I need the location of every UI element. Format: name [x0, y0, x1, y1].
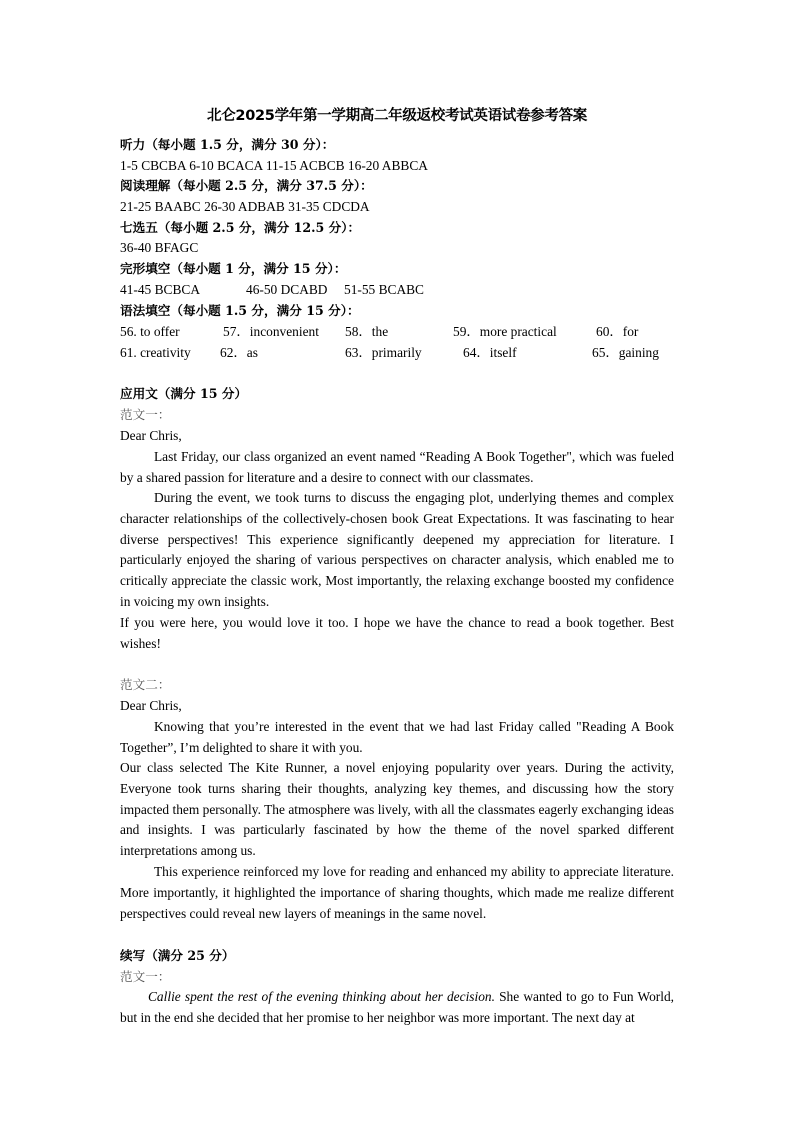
grammar-answer: 63．primarily: [345, 345, 422, 360]
reading-heading: 阅读理解（每小题 2.5 分，满分 37.5 分）：: [120, 178, 373, 193]
grammar-answer: 60．for: [596, 324, 639, 339]
cloze-group: 41-45 BCBCA: [120, 282, 200, 297]
listening-heading: 听力（每小题 1.5 分，满分 30 分）：: [120, 137, 335, 152]
letter-paragraph: If you were here, you would love it too. I hope we have the chance to read a book together. Best wishes!: [120, 615, 674, 651]
cloze-heading: 完形填空（每小题 1 分，满分 15 分）：: [120, 261, 347, 276]
continuation-paragraph: [120, 987, 674, 1029]
letter-paragraph: Last Friday, our class organized an event named “Reading A Book Together", which was fueled by a shared passion for literature and a desire to connect with our classmates.: [120, 449, 674, 485]
letter-paragraph: This experience reinforced my love for reading and enhanced my ability to appreciate literature. More importantly, it highlighted the importance of sharing thoughts, which made me realize different perspectives could reveal new layers of meanings in the same novel.: [120, 864, 674, 921]
sample-label: 范文二：: [120, 677, 171, 692]
grammar-answer: 58．the: [345, 324, 389, 339]
page-title: 北仑2025学年第一学期高二年级返校考试英语试卷参考答案: [207, 108, 587, 124]
continuation-text: She wanted to go to Fun World, but in the end she decided that her promise to her neighbor was more important. The next day at: [120, 989, 674, 1025]
continuation-heading: 续写（满分 25 分）: [120, 948, 235, 963]
grammar-answer: 62．as: [220, 345, 258, 360]
reading-answers: 21-25 BAABC 26-30 ADBAB 31-35 CDCDA: [120, 199, 370, 214]
sample-label: 范文一：: [120, 407, 171, 422]
letter-paragraph: Knowing that you’re interested in the event that we had last Friday called "Reading A Book Together”, I’m delighted to share it with you.: [120, 719, 674, 755]
applied-heading: 应用文（满分 15 分）: [120, 386, 248, 401]
sample-label: 范文一：: [120, 969, 171, 984]
grammar-answer: 56. to offer: [120, 324, 180, 339]
letter-greeting: Dear Chris,: [120, 428, 182, 443]
letter-greeting: Dear Chris,: [120, 698, 182, 713]
listening-answers: 1-5 CBCBA 6-10 BCACA 11-15 ACBCB 16-20 ABBCA: [120, 158, 428, 173]
seven-heading: 七选五（每小题 2.5 分，满分 12.5 分）：: [120, 220, 361, 235]
cloze-group: 51-55 BCABC: [344, 282, 424, 297]
cloze-group: 46-50 DCABD: [246, 282, 328, 297]
grammar-answer: 65．gaining: [592, 345, 659, 360]
seven-answers: 36-40 BFAGC: [120, 240, 199, 255]
letter-paragraph: During the event, we took turns to discuss the engaging plot, underlying themes and complex character relationships of the collectively-chosen book Great Expectations. It was fascinating to hear diverse perspectives! This experience significantly deepened my appreciation for literature. I particularly enjoyed the sharing of various perspectives on character analysis, which enabled me to critically appreciate the classic work, Most importantly, the relaxing exchange boosted my confidence in voicing my own insights.: [120, 490, 674, 609]
grammar-answer: 59．more practical: [453, 324, 557, 339]
grammar-answer: 57．inconvenient: [223, 324, 319, 339]
grammar-answer: 64．itself: [463, 345, 517, 360]
grammar-answer: 61. creativity: [120, 345, 191, 360]
letter-paragraph: Our class selected The Kite Runner, a novel enjoying popularity over years. During the activity, Everyone took turns sharing their thoughts, analyzing key themes, and discussing how the story impacted them personally. The atmosphere was lively, with all the classmates eagerly exchanging ideas and insights. I was particularly fascinated by how the theme of the novel sparked different interpretations among us.: [120, 760, 674, 859]
continuation-lead-sentence: Callie spent the rest of the evening thinking about her decision.: [148, 989, 495, 1004]
grammar-heading: 语法填空（每小题 1.5 分，满分 15 分）：: [120, 303, 360, 318]
